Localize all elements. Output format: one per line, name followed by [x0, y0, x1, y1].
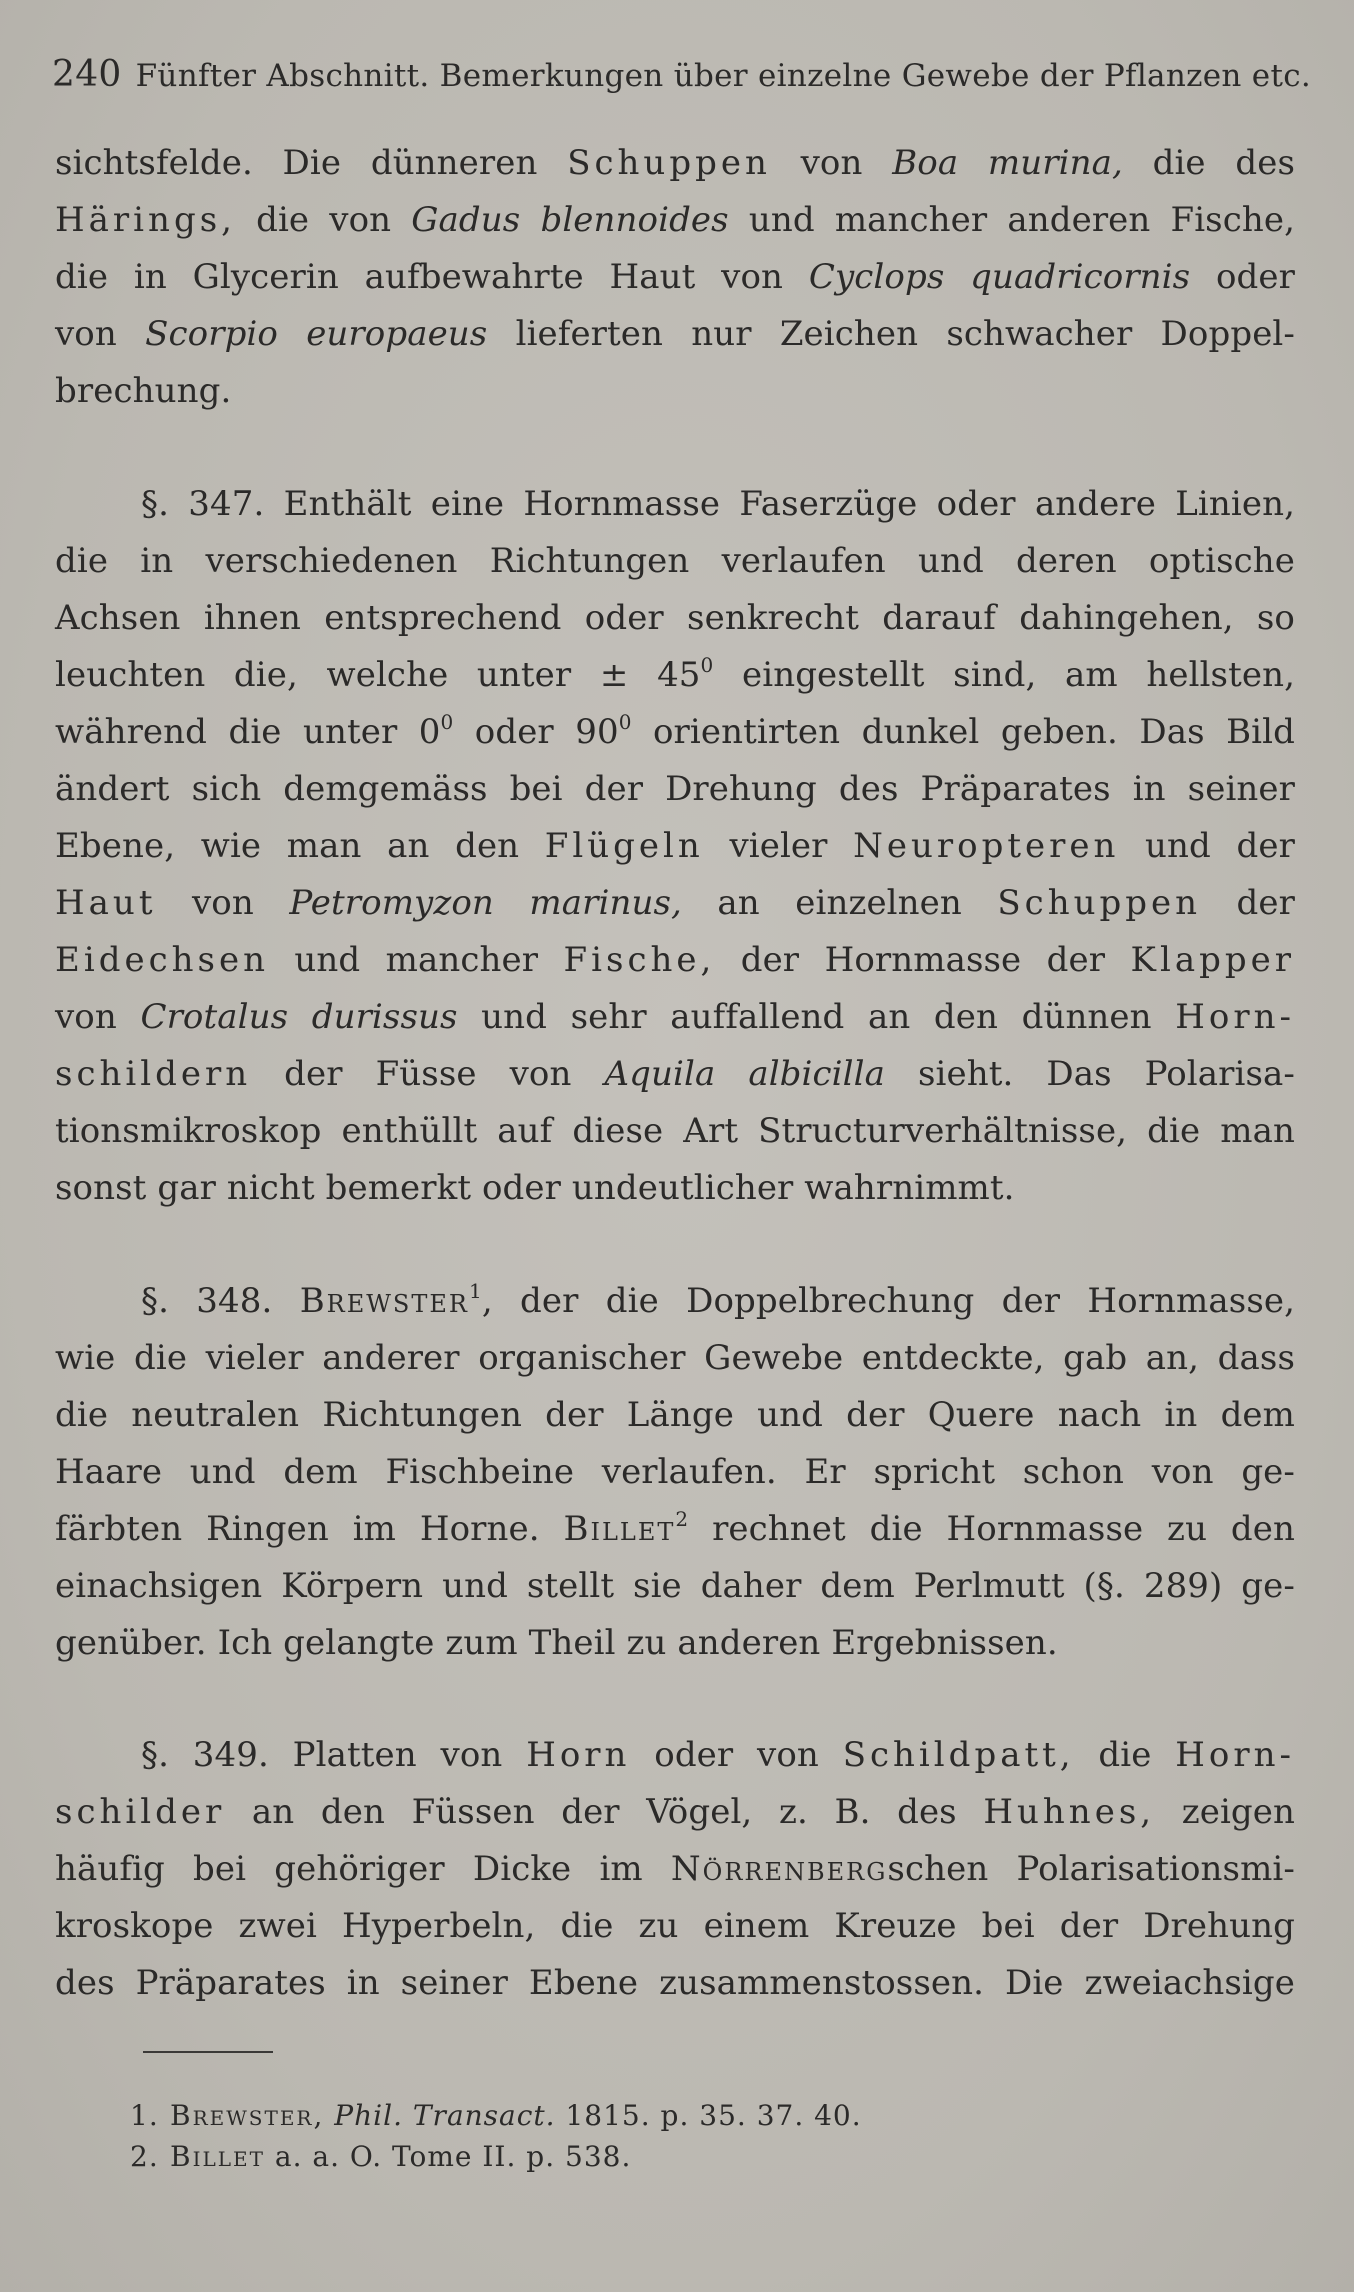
text-line: kroskope zwei Hyperbeln, die zu einem Kreuze bei der Drehung: [55, 1906, 1295, 1946]
text-line: §. 348. Brewster$^1$, der die Doppelbrechung der Hornmasse,: [141, 1279, 1295, 1321]
text-line: von Crotalus durissus und sehr auffallend an den dünnen Horn-: [55, 997, 1295, 1037]
text-line: Eidechsen und mancher Fische, der Hornmasse der Klapper: [55, 940, 1295, 980]
text-line: ändert sich demgemäss bei der Drehung des Präparates in seiner: [55, 769, 1295, 809]
running-header: [52, 54, 1312, 96]
text-line: §. 347. Enthält eine Hornmasse Faserzüge oder andere Linien,: [141, 484, 1295, 524]
author-name: Brewster: [299, 1281, 469, 1321]
running-title: Fünfter Abschnitt. Bemerkungen über einzelne Gewebe der Pflanzen etc.: [135, 58, 1312, 94]
text-line: die in Glycerin aufbewahrte Haut von Cyclops quadricornis oder: [55, 257, 1295, 297]
footnote-divider: [143, 2051, 273, 2053]
paragraph-1: [55, 135, 1295, 420]
text-line: Achsen ihnen entsprechend oder senkrecht darauf dahingehen, so: [55, 598, 1295, 638]
footnote-2: 2. Billet a. a. O. Tome II. p. 538.: [130, 2140, 632, 2173]
author-name: Nörrenberg: [670, 1849, 888, 1889]
text-line: die neutralen Richtungen der Länge und der Quere nach in dem: [55, 1395, 1295, 1435]
text-line: Haut von Petromyzon marinus, an einzelnen Schuppen der: [55, 883, 1295, 923]
text-line: sonst gar nicht bemerkt oder undeutlicher wahrnimmt.: [55, 1168, 1015, 1208]
text-line: wie die vieler anderer organischer Gewebe entdeckte, gab an, dass: [55, 1338, 1295, 1378]
text-line: Härings, die von Gadus blennoides und mancher anderen Fische,: [55, 200, 1295, 240]
text-line: Haare und dem Fischbeine verlaufen. Er spricht schon von ge-: [55, 1452, 1295, 1492]
text-line: von Scorpio europaeus lieferten nur Zeichen schwacher Doppel-: [55, 314, 1295, 354]
text-line: des Präparates in seiner Ebene zusammenstossen. Die zweiachsige: [55, 1963, 1295, 2003]
text-line: schildern der Füsse von Aquila albicilla sieht. Das Polarisa-: [55, 1054, 1295, 1094]
text-line: tionsmikroskop enthüllt auf diese Art Structurverhältnisse, die man: [55, 1111, 1295, 1151]
text-line: leuchten die, welche unter ± $45^0$ eingestellt sind, am hellsten,: [55, 653, 1295, 695]
footnotes: [130, 2095, 1230, 2177]
text-line: die in verschiedenen Richtungen verlaufen und deren optische: [55, 541, 1295, 581]
footnote-ref: 2: [675, 1507, 689, 1531]
text-line: färbten Ringen im Horne. Billet$^2$ rechnet die Hornmasse zu den: [55, 1507, 1295, 1549]
paragraph-348: [55, 1273, 1295, 1672]
text-line: sichtsfelde. Die dünneren Schuppen von Boa murina, die des: [55, 143, 1295, 183]
page-number: 240: [52, 54, 122, 95]
footnote-1: 1. Brewster, Phil. Transact. 1815. p. 35. 37. 40.: [130, 2099, 862, 2132]
footnote-ref: 1: [468, 1279, 482, 1303]
text-line: schilder an den Füssen der Vögel, z. B. des Huhnes, zeigen: [55, 1792, 1296, 1832]
body-text: [55, 135, 1295, 2012]
text-line: häufig bei gehöriger Dicke im Nörrenbergschen Polarisationsmi-: [55, 1849, 1295, 1889]
paragraph-347: [55, 476, 1295, 1217]
text-line: §. 349. Platten von Horn oder von Schildpatt, die Horn-: [141, 1735, 1296, 1775]
text-line: während die unter $0^0$ oder $90^0$ orientirten dunkel geben. Das Bild: [55, 710, 1295, 752]
text-line: einachsigen Körpern und stellt sie daher dem Perlmutt (§. 289) ge-: [55, 1566, 1295, 1606]
paragraph-349: [55, 1727, 1295, 2012]
author-name: Billet: [563, 1509, 676, 1549]
text-line: brechung.: [55, 371, 232, 411]
text-line: Ebene, wie man an den Flügeln vieler Neuropteren und der: [55, 826, 1295, 866]
text-line: genüber. Ich gelangte zum Theil zu anderen Ergebnissen.: [55, 1623, 1058, 1663]
